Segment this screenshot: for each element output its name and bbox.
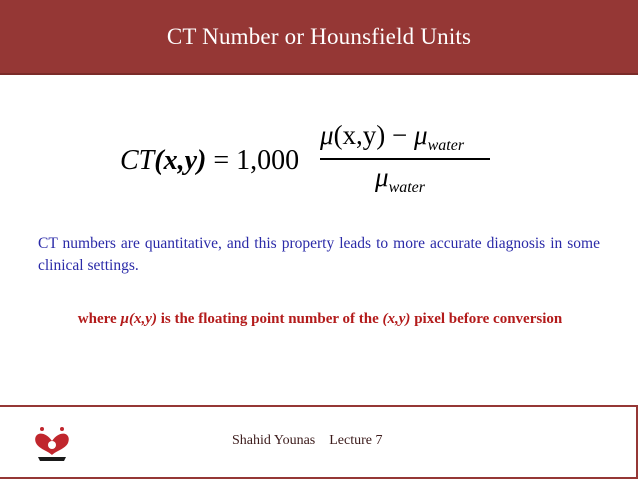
formula-num-args: (x,y) [333, 120, 386, 150]
note-middle: is the floating point number of the [156, 311, 383, 327]
institution-logo-icon [30, 421, 74, 465]
body-paragraph: CT numbers are quantitative, and this property leads to more accurate diagnosis in some clinical settings. [38, 235, 600, 274]
formula-coefficient: 1,000 [236, 145, 300, 176]
note-mu-term: µ(x,y) [120, 311, 157, 327]
footer-lecture: Lecture 7 [329, 433, 383, 448]
formula-den-mu: μ [375, 162, 389, 192]
note-xy-term: (x,y) [382, 311, 411, 327]
formula-equals: = [206, 145, 237, 176]
note-prefix: where [77, 311, 121, 327]
ct-formula [120, 120, 500, 200]
formula-lhs [120, 145, 299, 177]
slide-title: CT Number or Hounsfield Units [166, 23, 472, 49]
formula-denominator [375, 162, 425, 197]
footer-author: Shahid Younas [232, 433, 316, 448]
footer [0, 405, 638, 479]
formula-num-mu: μ [320, 120, 334, 150]
formula-minus: − [385, 120, 415, 150]
definition-note [60, 308, 580, 330]
formula-numerator [320, 120, 464, 155]
formula-num-mu2: μ [414, 120, 428, 150]
footer-text [232, 433, 383, 449]
note-suffix: pixel before conversion [410, 311, 563, 327]
formula-num-sub: water [427, 137, 465, 154]
formula-den-sub: water [388, 179, 426, 196]
title-bar [0, 0, 638, 75]
formula-lhs-args: (x,y) [154, 145, 207, 176]
formula-ct: CT [120, 145, 155, 176]
fraction-line [320, 158, 490, 160]
